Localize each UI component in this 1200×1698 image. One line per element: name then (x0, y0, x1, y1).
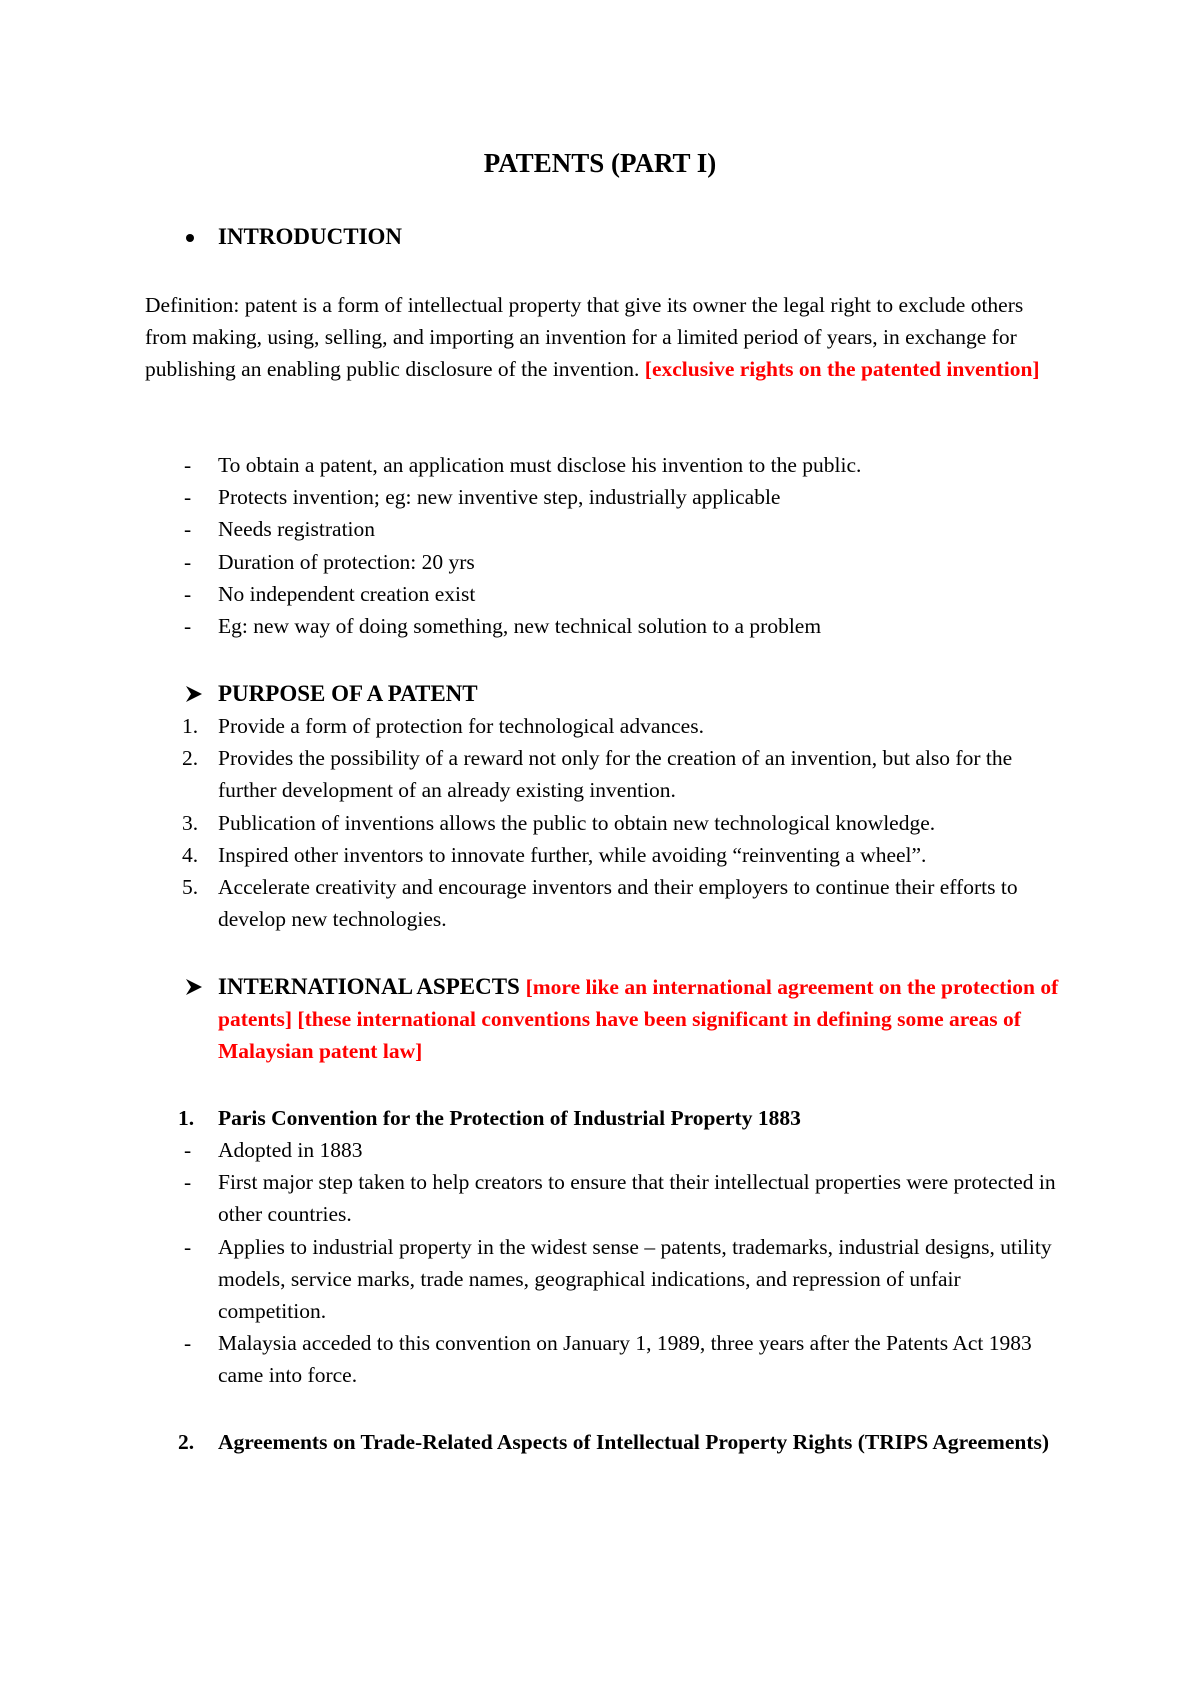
list-item-text: First major step taken to help creators to ensure that their intellectual properties were protected in other countries. (218, 1170, 1056, 1227)
list-item (0, 449, 1058, 481)
list-number: 2. (182, 746, 199, 771)
list-item (0, 513, 1058, 545)
list-item-text: Needs registration (218, 517, 376, 542)
list-number: 5. (182, 875, 199, 900)
list-item-text: To obtain a patent, an application must disclose his invention to the public. (218, 453, 862, 477)
list-number: 1. (182, 714, 199, 738)
list-item (0, 1166, 1058, 1230)
list-item (0, 610, 1058, 642)
list-item-text: Applies to industrial property in the widest sense – patents, trademarks, industrial designs, utility models, service marks, trade names, geographical indications, and repression of unfair competition. (218, 1234, 1052, 1324)
list-number: 3. (182, 810, 199, 835)
list-item (0, 710, 1058, 742)
page-title: PATENTS (PART I) (483, 148, 717, 178)
purpose-list (0, 710, 1200, 935)
list-item (0, 1134, 1058, 1166)
list-marker: - (184, 485, 192, 510)
list-item-text: Adopted in 1883 (218, 1138, 363, 1162)
international-note: [more like an international agreement on the protection of patents] [these international conventions have been significant in defining some areas of Malaysian patent law] (218, 975, 1059, 1063)
list-marker: - (184, 549, 192, 574)
list-item (0, 1327, 1058, 1391)
list-item-text: Malaysia acceded to this convention on January 1, 1989, three years after the Patents Act 1983 came into force. (218, 1331, 1032, 1388)
purpose-heading: PURPOSE OF A PATENT (218, 681, 478, 706)
list-item-text: Provides the possibility of a reward not only for the creation of an invention, but also for the further development of an already existing invention. (218, 746, 1013, 803)
list-marker: - (184, 1234, 192, 1259)
arrowhead-bullet-icon (184, 977, 204, 997)
list-item-text: Duration of protection: 20 yrs (218, 549, 475, 574)
list-marker: - (184, 517, 192, 542)
convention-title: Agreements on Trade-Related Aspects of Intellectual Property Rights (TRIPS Agreements) (218, 1430, 1050, 1454)
definition-paragraph (145, 289, 1065, 386)
list-marker: - (184, 1138, 192, 1162)
list-item (0, 871, 1058, 935)
list-item (0, 839, 1058, 871)
list-item (0, 578, 1058, 610)
list-item (0, 807, 1058, 839)
list-marker: - (184, 1331, 192, 1356)
intro-points-list (0, 449, 1200, 642)
list-marker: - (184, 453, 192, 477)
list-item (0, 481, 1058, 513)
list-item-text: Protects invention; eg: new inventive step, industrially applicable (218, 485, 781, 510)
convention-title: Paris Convention for the Protection of Industrial Property 1883 (218, 1106, 801, 1130)
list-item (0, 546, 1058, 578)
list-item-text: Eg: new way of doing something, new technical solution to a problem (218, 614, 822, 639)
list-item-text: Publication of inventions allows the public to obtain new technological knowledge. (218, 810, 936, 835)
list-item-text: Accelerate creativity and encourage inventors and their employers to continue their efforts to develop new technologies. (218, 875, 1018, 932)
list-item (0, 742, 1058, 806)
definition-text: Definition: patent is a form of intellectual property that give its owner the legal right to exclude others from making, using, selling, and importing an invention for a limited period of years, in exchange for publishing an enabling public disclosure of the invention. (145, 293, 1024, 382)
arrowhead-bullet-icon (184, 684, 204, 704)
list-item-text: Inspired other inventors to innovate further, while avoiding “reinventing a wheel”. (218, 842, 927, 867)
intro-heading: INTRODUCTION (218, 224, 403, 249)
convention-number: 1. (178, 1106, 195, 1130)
list-item (0, 1231, 1058, 1328)
list-item-text: No independent creation exist (218, 581, 476, 606)
bullet-dot-icon (186, 234, 194, 242)
list-number: 4. (182, 842, 199, 867)
list-marker: - (184, 581, 192, 606)
definition-note: [exclusive rights on the patented invention] (644, 357, 1040, 382)
convention-number: 2. (178, 1430, 195, 1454)
international-heading-text (218, 971, 1068, 1067)
list-marker: - (184, 1170, 192, 1195)
list-item-text: Provide a form of protection for technological advances. (218, 714, 704, 738)
international-heading: INTERNATIONAL ASPECTS (218, 974, 520, 999)
list-marker: - (184, 614, 192, 639)
convention-1-points (0, 1134, 1200, 1392)
